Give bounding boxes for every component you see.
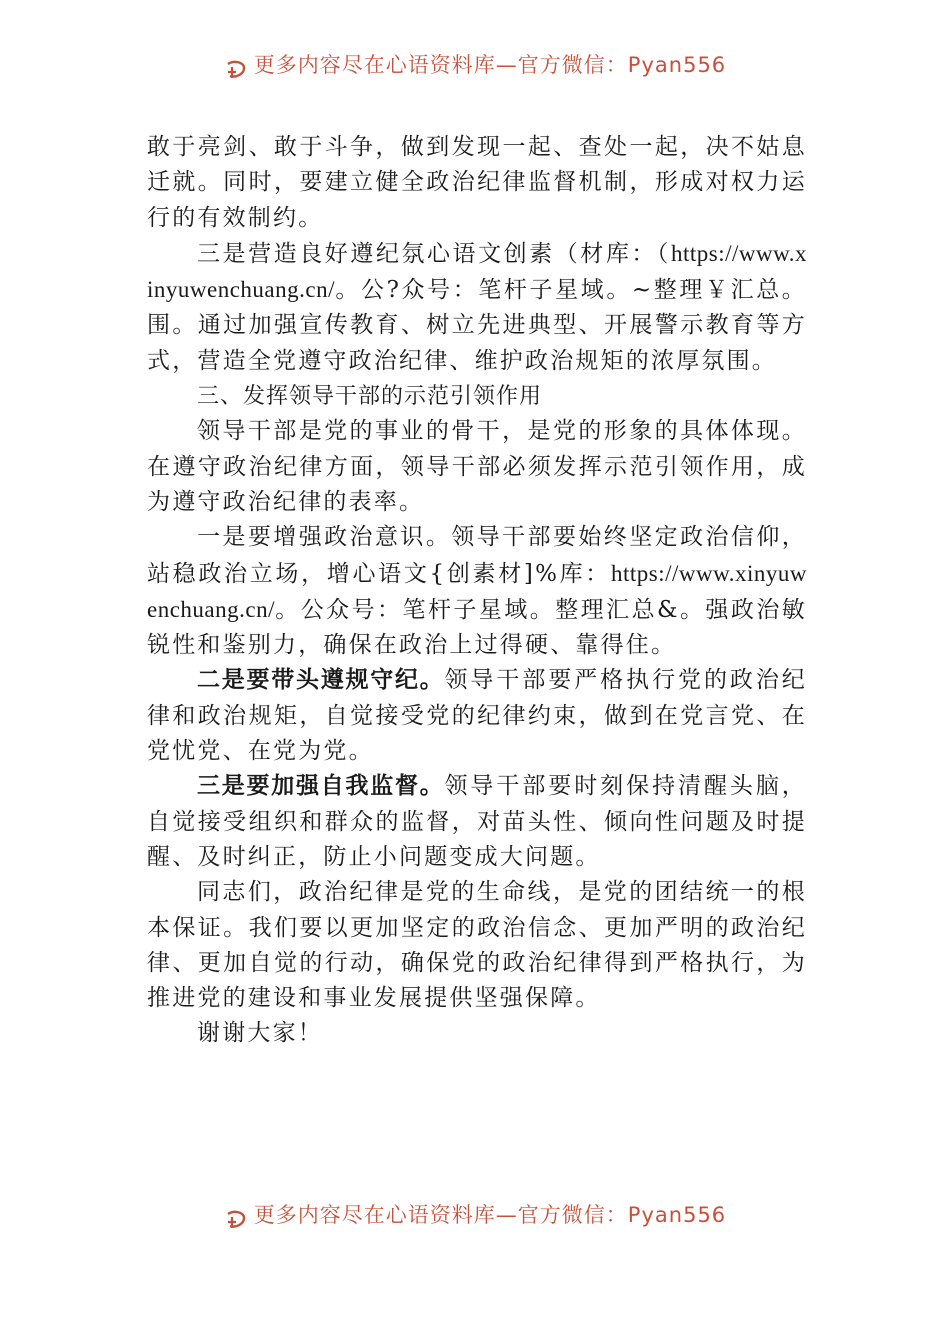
paragraph-2 — [147, 236, 807, 379]
paragraph-7: 同志们，政治纪律是党的生命线，是党的团结统一的根本保证。我们要以更加坚定的政治信念、更加严明的政治纪律、更加自觉的行动，确保党的政治纪律得到严格执行，为推进党的建设和事业发展提供坚强保障。 — [147, 879, 807, 1012]
paragraph-5-text: 领导干部要严格执行党的政治纪律和政治规矩，自觉接受党的纪律约束，做到在党言党、在党忧党、在党为党。 — [147, 667, 807, 765]
paragraph-6-text: 领导干部要时刻保持清醒头脑，自觉接受组织和群众的监督，对苗头性、倾向性问题及时提醒、及时纠正，防止小问题变成大问题。 — [147, 773, 807, 870]
banner-text: 更多内容尽在心语资料库—官方微信：Pyan556 — [253, 53, 727, 77]
paragraph-4 — [147, 520, 807, 663]
paragraph-2-text-a: 三是营造良好遵纪氛心语文创素（材库：（ — [197, 240, 671, 267]
footer-watermark-banner — [0, 1200, 950, 1240]
paragraph-5 — [147, 663, 807, 769]
paragraph-4-text-a: 一是要增强政治意识。领导干部要始终坚定政治信仰，站稳政治立场，增心语文{创素材]%库： — [147, 524, 807, 587]
closing-line: 谢谢大家！ — [197, 1020, 323, 1047]
header-watermark-banner — [0, 50, 950, 90]
paragraph-4-url: https://www.xinyuwenchuang.cn/ — [147, 560, 807, 622]
paragraph-1: 敢于亮剑、敢于斗争，做到发现一起、查处一起，决不姑息迁就。同时，要建立健全政治纪律监督机制，形成对权力运行的有效制约。 — [147, 134, 807, 231]
section-heading-3: 三、发挥领导干部的示范引领作用 — [197, 384, 543, 410]
paragraph-6 — [147, 769, 807, 875]
document-body — [147, 130, 807, 1052]
paragraph-2-text-b: 。公?众号：笔杆子星域。~整理￥汇总。围。通过加强宣传教育、树立先进典型、开展警示教育等方式，营造全党遵守政治纪律、维护政治规矩的浓厚氛围。 — [147, 277, 807, 374]
banner-text: 更多内容尽在心语资料库—官方微信：Pyan556 — [253, 1203, 727, 1227]
brand-logo-icon — [224, 58, 248, 82]
brand-logo-icon — [224, 1208, 248, 1232]
paragraph-2-url: https://www.xinyuwenchuang.cn/ — [147, 240, 807, 303]
paragraph-6-lead: 三是要加强自我监督。 — [197, 773, 445, 800]
paragraph-4-text-b: 。公众号：笔杆子星域。整理汇总&。强政治敏锐性和鉴别力，确保在政治上过得硬、靠得住。 — [147, 596, 807, 659]
paragraph-3: 领导干部是党的事业的骨干，是党的形象的具体体现。在遵守政治纪律方面，领导干部必须发挥示范引领作用，成为遵守政治纪律的表率。 — [147, 418, 807, 515]
paragraph-5-lead: 二是要带头遵规守纪。 — [197, 667, 445, 694]
